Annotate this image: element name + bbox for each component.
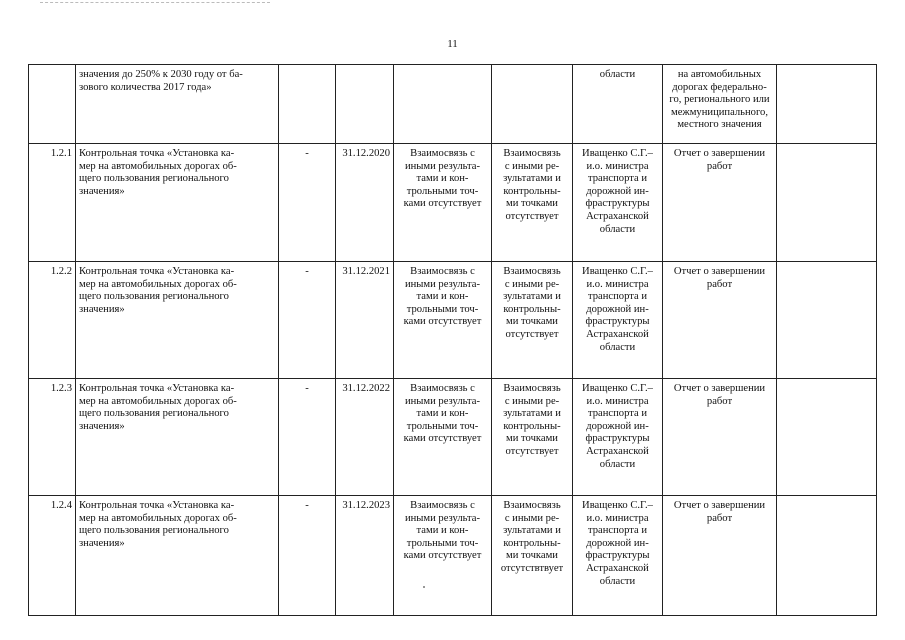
cell-description-line: мер на автомобильных дорогах об-	[79, 160, 237, 172]
cell-relation-points-line: отсутствует	[505, 445, 559, 457]
cell-relation-results-line: трольными точ-	[406, 537, 479, 549]
cell-relation-points	[492, 262, 573, 379]
page-number: 11	[447, 38, 458, 50]
cell-responsible-line: и.о. министра	[586, 395, 649, 407]
cell-dash	[279, 65, 336, 144]
cell-responsible-line: и.о. министра	[586, 278, 649, 290]
cell-relation-points-line: зультатами и	[503, 525, 561, 537]
cell-relation-points-line: контрольны-	[503, 420, 561, 432]
cell-responsible-line: Иващенко С.Г.–	[582, 383, 653, 394]
cell-responsible-line: дорожной ин-	[586, 537, 649, 549]
cell-relation-results-line: ками отсутствует	[403, 316, 482, 328]
cell-relation-results-line: иными результа-	[404, 512, 481, 524]
cell-relation-points-line: контрольны-	[503, 185, 561, 197]
cell-relation-points-line: ми точками	[506, 433, 558, 445]
cell-description-line: значения»	[79, 537, 125, 549]
cell-extra	[777, 144, 877, 262]
cell-responsible-line: дорожной ин-	[586, 420, 649, 432]
cell-extra	[777, 379, 877, 496]
cell-relation-points-line: зультатами и	[503, 173, 561, 185]
cell-description-line: щего пользования регионального	[79, 408, 229, 420]
cell-responsible-line: фраструктуры	[585, 316, 650, 328]
cell-report-line: го, регионального или	[669, 94, 770, 106]
cell-relation-results-line: Взаимосвязь с	[410, 500, 475, 511]
cell-relation-points-line: Взаимосвязь	[503, 383, 561, 394]
cell-responsible-line: Астраханской	[586, 445, 649, 457]
cell-relation-results-line: ками отсутствует	[403, 550, 482, 562]
cell-description	[76, 262, 279, 379]
cell-relation-results-line: ками отсутствует	[403, 433, 482, 445]
cell-relation-results	[394, 496, 492, 616]
cell-report-line: работ	[706, 395, 733, 407]
cell-description-line: мер на автомобильных дорогах об-	[79, 395, 237, 407]
cell-number: 1.2.2	[29, 262, 76, 379]
cell-relation-points	[492, 379, 573, 496]
cell-responsible-line: и.о. министра	[586, 512, 649, 524]
cell-relation-results-line: тами и кон-	[416, 408, 469, 420]
cell-responsible-line: области	[599, 69, 636, 80]
cell-relation-points-line: Взаимосвязь	[503, 266, 561, 277]
cell-relation-results	[394, 379, 492, 496]
scan-artifact	[40, 2, 270, 7]
cell-description	[76, 496, 279, 616]
cell-responsible-line: Иващенко С.Г.–	[582, 266, 653, 277]
cell-relation-points-line: отсутствует	[505, 210, 559, 222]
cell-number: 1.2.3	[29, 379, 76, 496]
cell-number	[29, 65, 76, 144]
cell-report-line: дорогах федерально-	[672, 81, 767, 93]
cell-extra	[777, 496, 877, 616]
cell-relation-points-line: с иными ре-	[504, 512, 560, 524]
cell-dash: -	[279, 262, 336, 379]
table-row	[29, 262, 877, 379]
cell-date: 31.12.2020	[336, 144, 394, 262]
cell-responsible-line: фраструктуры	[585, 198, 650, 210]
cell-description-line: Контрольная точка «Установка ка-	[79, 500, 235, 511]
cell-responsible-line: фраструктуры	[585, 550, 650, 562]
cell-relation-results-line: ками отсутствует	[403, 198, 482, 210]
cell-relation-results-line: тами и кон-	[416, 525, 469, 537]
cell-description-line: зового количества 2017 года»	[79, 81, 212, 93]
cell-description-line: Контрольная точка «Установка ка-	[79, 148, 235, 159]
cell-number: 1.2.4	[29, 496, 76, 616]
cell-report	[663, 144, 777, 262]
cell-relation-points-line: контрольны-	[503, 303, 561, 315]
cell-relation-points-line: контрольны-	[503, 537, 561, 549]
cell-relation-points-line: ми точками	[506, 550, 558, 562]
cell-relation-results-line: Взаимосвязь с	[410, 148, 475, 159]
cell-relation-results-line: Взаимосвязь с	[410, 266, 475, 277]
cell-responsible-line: дорожной ин-	[586, 303, 649, 315]
cell-responsible-line: транспорта и	[587, 173, 648, 185]
cell-date	[336, 65, 394, 144]
cell-report-line: работ	[706, 278, 733, 290]
cell-description-line: щего пользования регионального	[79, 525, 229, 537]
cell-responsible	[573, 262, 663, 379]
cell-responsible-line: Иващенко С.Г.–	[582, 500, 653, 511]
cell-report-line: Отчет о завершении	[673, 500, 766, 511]
cell-responsible-line: области	[599, 341, 636, 353]
cell-relation-results-line: Взаимосвязь с	[410, 383, 475, 394]
cell-responsible	[573, 496, 663, 616]
cell-responsible-line: Иващенко С.Г.–	[582, 148, 653, 159]
cell-description-line: значения до 250% к 2030 году от ба-	[79, 69, 243, 80]
scan-speck	[423, 586, 425, 588]
cell-relation-points-line: зультатами и	[503, 291, 561, 303]
cell-responsible-line: Астраханской	[586, 562, 649, 574]
cell-date: 31.12.2023	[336, 496, 394, 616]
cell-relation-points	[492, 65, 573, 144]
cell-description-line: щего пользования регионального	[79, 291, 229, 303]
cell-responsible-line: транспорта и	[587, 525, 648, 537]
cell-responsible-line: Астраханской	[586, 210, 649, 222]
cell-report-line: на автомобильных	[677, 69, 762, 80]
cell-report	[663, 262, 777, 379]
cell-report-line: межмуниципального,	[671, 106, 768, 118]
cell-relation-points-line: с иными ре-	[504, 160, 560, 172]
cell-date: 31.12.2021	[336, 262, 394, 379]
cell-relation-points-line: ми точками	[506, 198, 558, 210]
cell-responsible-line: области	[599, 223, 636, 235]
cell-responsible-line: области	[599, 458, 636, 470]
cell-description-line: значения»	[79, 185, 125, 197]
cell-relation-results-line: трольными точ-	[406, 420, 479, 432]
cell-relation-results	[394, 262, 492, 379]
cell-relation-results-line: иными результа-	[404, 160, 481, 172]
cell-relation-points-line: с иными ре-	[504, 395, 560, 407]
cell-report	[663, 65, 777, 144]
cell-number: 1.2.1	[29, 144, 76, 262]
cell-extra	[777, 262, 877, 379]
cell-date: 31.12.2022	[336, 379, 394, 496]
cell-relation-results-line: тами и кон-	[416, 173, 469, 185]
cell-relation-results-line: иными результа-	[404, 278, 481, 290]
cell-description-line: мер на автомобильных дорогах об-	[79, 512, 237, 524]
cell-report-line: местного значения	[677, 119, 762, 131]
cell-responsible	[573, 144, 663, 262]
cell-relation-results	[394, 65, 492, 144]
cell-relation-points	[492, 144, 573, 262]
cell-report-line: Отчет о завершении	[673, 383, 766, 394]
cell-description-line: значения»	[79, 420, 125, 432]
cell-description-line: мер на автомобильных дорогах об-	[79, 278, 237, 290]
cell-dash: -	[279, 144, 336, 262]
cell-report-line: Отчет о завершении	[673, 266, 766, 277]
cell-relation-results-line: иными результа-	[404, 395, 481, 407]
cell-description	[76, 144, 279, 262]
control-points-table	[28, 64, 877, 616]
cell-relation-points-line: Взаимосвязь	[503, 148, 561, 159]
cell-relation-points-line: с иными ре-	[504, 278, 560, 290]
cell-responsible-line: и.о. министра	[586, 160, 649, 172]
cell-relation-results-line: тами и кон-	[416, 291, 469, 303]
cell-relation-points	[492, 496, 573, 616]
cell-report	[663, 496, 777, 616]
cell-dash: -	[279, 496, 336, 616]
cell-description-line: Контрольная точка «Установка ка-	[79, 266, 235, 277]
cell-responsible-line: транспорта и	[587, 408, 648, 420]
cell-relation-points-line: зультатами и	[503, 408, 561, 420]
cell-report	[663, 379, 777, 496]
cell-responsible-line: дорожной ин-	[586, 185, 649, 197]
cell-description-line: щего пользования регионального	[79, 173, 229, 185]
cell-responsible-line: фраструктуры	[585, 433, 650, 445]
cell-description	[76, 65, 279, 144]
cell-extra	[777, 65, 877, 144]
cell-responsible-line: транспорта и	[587, 291, 648, 303]
cell-report-line: работ	[706, 160, 733, 172]
cell-relation-points-line: Взаимосвязь	[503, 500, 561, 511]
cell-responsible-line: области	[599, 575, 636, 587]
table-row	[29, 144, 877, 262]
cell-relation-points-line: отсутствует	[505, 328, 559, 340]
table-row	[29, 496, 877, 616]
cell-report-line: работ	[706, 512, 733, 524]
cell-responsible	[573, 379, 663, 496]
cell-description	[76, 379, 279, 496]
table-row-top-continued	[29, 65, 877, 144]
cell-relation-results-line: трольными точ-	[406, 185, 479, 197]
table-row	[29, 379, 877, 496]
cell-dash: -	[279, 379, 336, 496]
cell-relation-points-line: ми точками	[506, 316, 558, 328]
cell-description-line: значения»	[79, 303, 125, 315]
cell-relation-points-line: отсутствтвует	[500, 562, 564, 574]
cell-relation-results	[394, 144, 492, 262]
cell-relation-results-line: трольными точ-	[406, 303, 479, 315]
cell-responsible	[573, 65, 663, 144]
table-body	[29, 65, 877, 616]
cell-responsible-line: Астраханской	[586, 328, 649, 340]
cell-description-line: Контрольная точка «Установка ка-	[79, 383, 235, 394]
cell-report-line: Отчет о завершении	[673, 148, 766, 159]
